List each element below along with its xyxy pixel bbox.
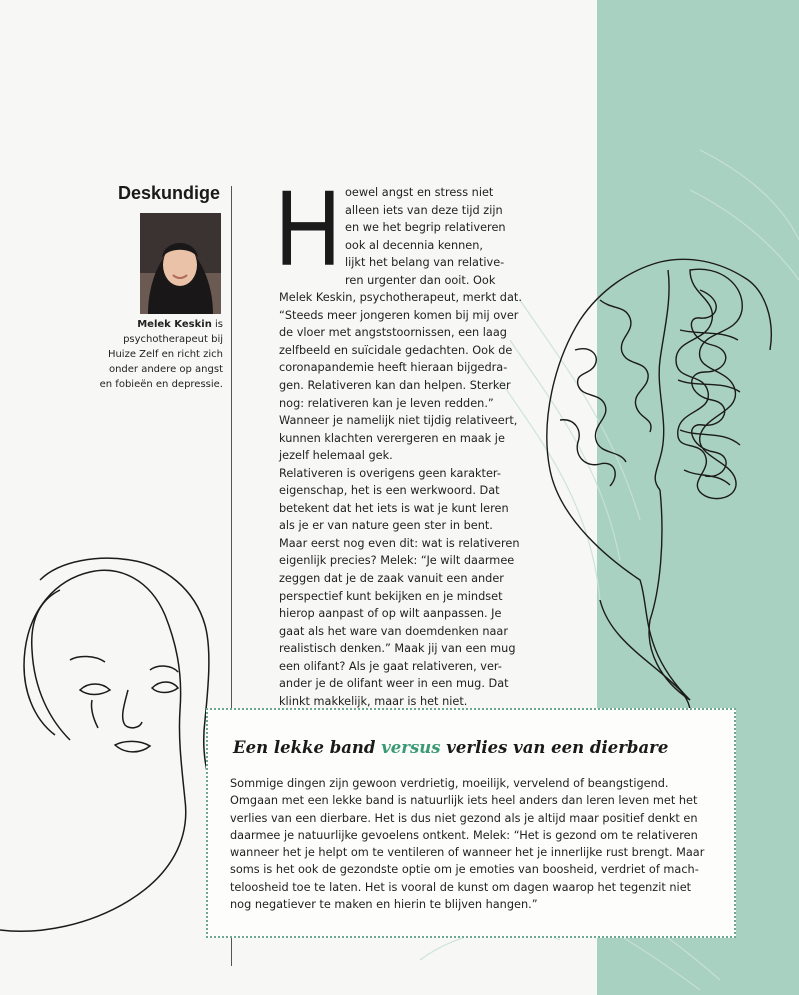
expert-name: Melek Keskin (137, 319, 212, 330)
article-line: de vloer met angststoornissen, een laag (279, 326, 507, 340)
article-line: ook al decennia kennen, (345, 238, 483, 252)
article-line: klinkt makkelijk, maar is het niet. (279, 694, 468, 708)
portrait-image-icon (140, 213, 221, 314)
box-line: daarmee je natuurlijke gevoelens ontkent. Melek: “Het is gezond om te relativeren (230, 828, 698, 842)
article-body (279, 184, 531, 710)
article-line: ren urgenter dan ooit. Ook (345, 273, 496, 287)
article-line: Relativeren is overigens geen karakter- (279, 466, 501, 480)
box-title-accent: versus (381, 738, 441, 757)
article-line: jezelf helemaal gek. (279, 449, 393, 463)
expert-portrait-photo (140, 213, 221, 314)
box-title-part1: Een lekke band (233, 738, 382, 757)
box-line: Sommige dingen zijn gewoon verdrietig, moeilijk, vervelend of beangstigend. (230, 777, 669, 790)
article-line: ander je de olifant weer in een mug. Dat (279, 677, 509, 691)
expert-caption (96, 317, 223, 392)
article-line: Melek Keskin, psychotherapeut, merkt dat. (279, 291, 522, 305)
article-line: eigenschap, het is een werkwoord. Dat (279, 484, 500, 498)
highlight-box-title (233, 738, 733, 757)
article-line: zelfbeeld en suïcidale gedachten. Ook de (279, 343, 513, 357)
article-line: betekent dat het iets is wat je kunt leren (279, 501, 509, 515)
article-line: perspectief kunt bekijken en je mindset (279, 589, 503, 603)
article-line: hierop aanpast of op wilt aanpassen. Je (279, 607, 502, 621)
box-line: soms is het ook de gezondste optie om je emoties van boosheid, verdriet of mach- (230, 863, 699, 877)
box-line: nog negatiever te maken en hierin te blijven hangen.” (230, 898, 538, 912)
article-line: oewel angst en stress niet (345, 186, 494, 199)
article-line: kunnen klachten verergeren en maak je (279, 431, 505, 445)
box-line: wanneer het je helpt om te ventileren of wanneer het je innerlijke rust brengt. Maar (230, 846, 705, 860)
dropcap-letter: H (275, 167, 341, 288)
article-line: als je er van nature geen ster in bent. (279, 519, 493, 533)
article-line: gaat als het ware van doemdenken naar (279, 624, 508, 638)
article-line: Maar eerst nog even dit: wat is relativeren (279, 536, 520, 550)
face-line-art-icon (0, 558, 235, 931)
article-line: coronapandemie heeft hieraan bijgedra- (279, 361, 508, 375)
expert-description: is psychotherapeut bij Huize Zelf en richt zich onder andere op angst en fobieën en depressie. (99, 319, 223, 390)
sidebar-title: Deskundige (118, 183, 221, 203)
article-line: eigenlijk precies? Melek: “Je wilt daarmee (279, 554, 515, 568)
article-line: een olifant? Als je gaat relativeren, ver- (279, 659, 502, 673)
box-line: verlies van een dierbare. Het is dus niet gezond als je altijd maar positief denkt en (230, 811, 698, 825)
highlight-box-body (230, 775, 730, 913)
article-line: nog: relativeren kan je leven redden.” (279, 396, 494, 410)
box-line: teloosheid toe te laten. Het is vooral de kunst om dagen waarop het tegenzit niet (230, 880, 692, 894)
article-line: gen. Relativeren kan dan helpen. Sterker (279, 379, 511, 393)
box-title-part2: verlies van een dierbare (440, 738, 669, 757)
article-line: alleen iets van deze tijd zijn (345, 203, 503, 217)
article-line: zeggen dat je de zaak vanuit een ander (279, 572, 504, 586)
article-line: lijkt het belang van relative- (345, 256, 505, 270)
article-line: Wanneer je namelijk niet tijdig relativeert, (279, 414, 518, 428)
highlight-box (206, 708, 736, 938)
article-line: en we het begrip relativeren (345, 221, 506, 235)
article-line: “Steeds meer jongeren komen bij mij over (279, 308, 519, 322)
article-line: realistisch denken.” Maak jij van een mug (279, 642, 516, 656)
box-line: Omgaan met een lekke band is natuurlijk iets heel anders dan leren leven met het (230, 794, 698, 808)
